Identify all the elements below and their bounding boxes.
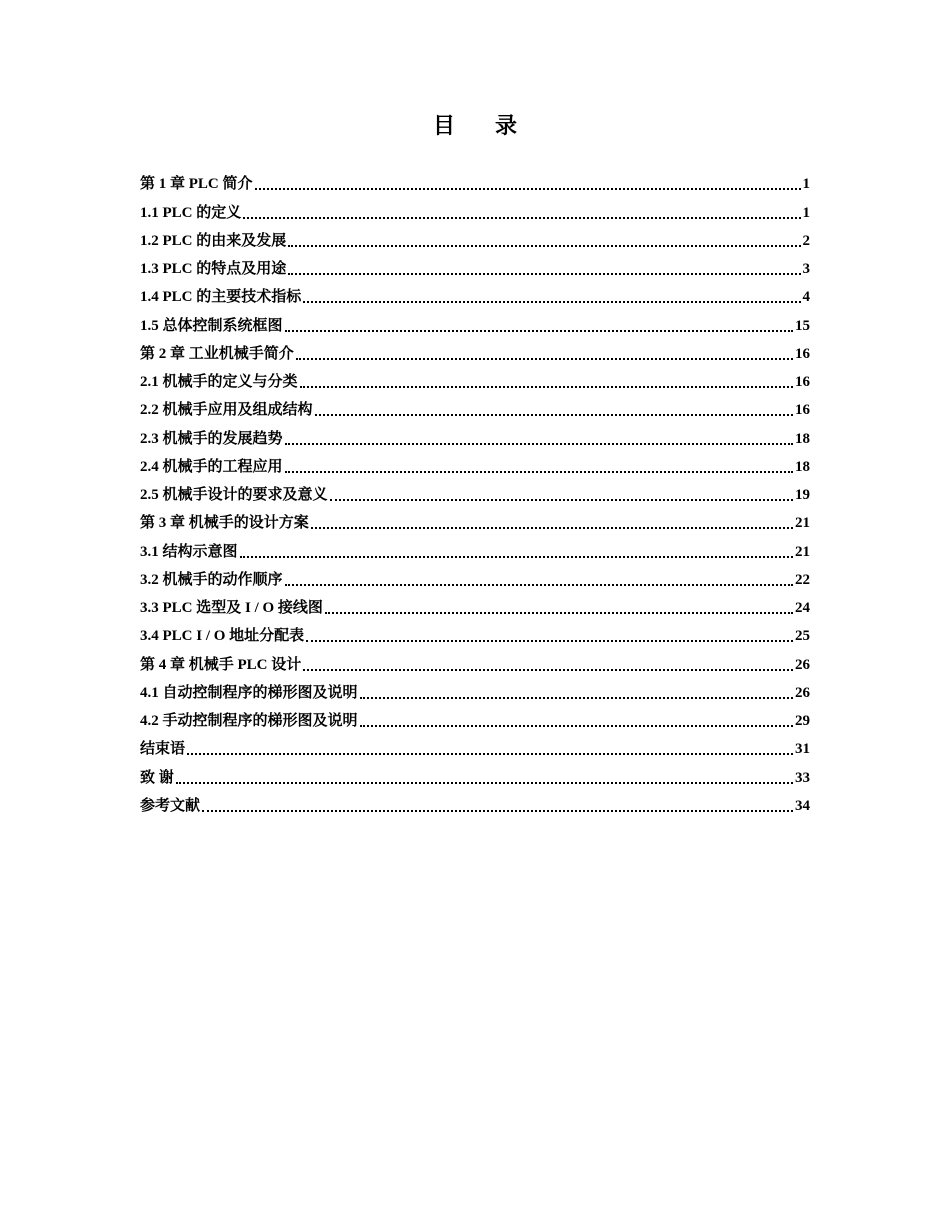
toc-entry-label: 3.1 结构示意图 bbox=[140, 543, 238, 560]
table-of-contents bbox=[140, 170, 810, 820]
toc-entry-page-number: 3 bbox=[802, 261, 810, 277]
toc-entry-label: 致 谢 bbox=[140, 769, 174, 786]
toc-entry[interactable] bbox=[140, 763, 810, 791]
toc-entry-label: 3.3 PLC 选型及 I / O 接线图 bbox=[140, 600, 323, 616]
toc-entry[interactable] bbox=[140, 792, 810, 820]
toc-entry-label: 2.5 机械手设计的要求及意义 bbox=[140, 487, 328, 503]
toc-entry-label: 1.5 总体控制系统框图 bbox=[140, 317, 283, 334]
toc-entry-label: 4.2 手动控制程序的梯形图及说明 bbox=[140, 713, 358, 729]
page-title bbox=[0, 108, 950, 146]
toc-entry-page-number: 16 bbox=[795, 402, 810, 419]
toc-entry-label: 第 1 章 PLC 简介 bbox=[140, 176, 253, 193]
toc-entry-label: 1.4 PLC 的主要技术指标 bbox=[140, 289, 302, 306]
toc-dot-leader bbox=[360, 696, 793, 699]
toc-entry[interactable] bbox=[140, 255, 810, 283]
toc-dot-leader bbox=[315, 413, 793, 416]
toc-entry[interactable] bbox=[140, 198, 810, 226]
toc-dot-leader bbox=[240, 555, 793, 558]
toc-entry-label: 2.4 机械手的工程应用 bbox=[140, 458, 283, 475]
toc-entry-page-number: 1 bbox=[802, 204, 810, 221]
toc-entry-label: 参考文献 bbox=[140, 797, 201, 814]
toc-entry-page-number: 25 bbox=[795, 628, 810, 645]
toc-entry-label: 1.3 PLC 的特点及用途 bbox=[140, 261, 287, 277]
toc-dot-leader bbox=[360, 724, 793, 727]
toc-dot-leader bbox=[285, 442, 793, 445]
page-title-char-2: 录 bbox=[495, 114, 518, 139]
toc-entry[interactable] bbox=[140, 537, 810, 565]
toc-entry[interactable] bbox=[140, 340, 810, 368]
toc-dot-leader bbox=[243, 216, 800, 219]
toc-entry-page-number: 22 bbox=[795, 571, 810, 588]
toc-entry-label: 1.1 PLC 的定义 bbox=[140, 204, 242, 221]
toc-entry[interactable] bbox=[140, 453, 810, 481]
toc-entry-label: 结束语 bbox=[140, 741, 186, 758]
toc-entry-label: 2.3 机械手的发展趋势 bbox=[140, 430, 283, 447]
toc-entry-label: 第 4 章 机械手 PLC 设计 bbox=[140, 656, 302, 673]
toc-entry[interactable] bbox=[140, 679, 810, 707]
toc-entry[interactable] bbox=[140, 283, 810, 311]
toc-entry-page-number: 31 bbox=[795, 741, 810, 758]
toc-entry-page-number: 26 bbox=[795, 656, 810, 673]
toc-dot-leader bbox=[303, 668, 793, 671]
toc-dot-leader bbox=[296, 357, 793, 360]
toc-entry-page-number: 33 bbox=[795, 769, 810, 786]
toc-entry[interactable] bbox=[140, 368, 810, 396]
toc-entry[interactable] bbox=[140, 622, 810, 650]
toc-entry[interactable] bbox=[140, 650, 810, 678]
toc-entry[interactable] bbox=[140, 735, 810, 763]
toc-entry-label: 4.1 自动控制程序的梯形图及说明 bbox=[140, 684, 358, 701]
toc-entry[interactable] bbox=[140, 509, 810, 537]
toc-entry-page-number: 15 bbox=[795, 317, 810, 334]
toc-dot-leader bbox=[288, 244, 800, 247]
toc-entry-page-number: 18 bbox=[795, 458, 810, 475]
toc-entry-label: 第 2 章 工业机械手简介 bbox=[140, 345, 294, 362]
toc-entry-label: 2.1 机械手的定义与分类 bbox=[140, 374, 298, 390]
toc-entry[interactable] bbox=[140, 707, 810, 735]
toc-entry-label: 3.4 PLC I / O 地址分配表 bbox=[140, 628, 305, 645]
toc-entry[interactable] bbox=[140, 481, 810, 509]
toc-entry-page-number: 4 bbox=[802, 289, 810, 306]
toc-entry-page-number: 21 bbox=[795, 543, 810, 560]
toc-dot-leader bbox=[187, 752, 793, 755]
toc-entry[interactable] bbox=[140, 566, 810, 594]
toc-entry[interactable] bbox=[140, 396, 810, 424]
toc-dot-leader bbox=[285, 470, 793, 473]
toc-entry-page-number: 16 bbox=[795, 345, 810, 362]
toc-dot-leader bbox=[303, 300, 800, 303]
toc-entry[interactable] bbox=[140, 424, 810, 452]
toc-entry-page-number: 2 bbox=[802, 232, 810, 249]
toc-entry-page-number: 19 bbox=[795, 487, 810, 503]
toc-entry-label: 2.2 机械手应用及组成结构 bbox=[140, 402, 313, 419]
toc-entry[interactable] bbox=[140, 170, 810, 198]
toc-entry-label: 1.2 PLC 的由来及发展 bbox=[140, 232, 287, 249]
page-title-char-1: 目 bbox=[432, 114, 455, 139]
toc-entry-page-number: 29 bbox=[795, 713, 810, 729]
toc-dot-leader bbox=[311, 526, 793, 529]
toc-dot-leader bbox=[300, 385, 793, 388]
toc-entry-page-number: 21 bbox=[795, 515, 810, 532]
toc-entry-page-number: 1 bbox=[802, 176, 810, 193]
toc-entry-page-number: 18 bbox=[795, 430, 810, 447]
toc-dot-leader bbox=[330, 498, 793, 501]
toc-dot-leader bbox=[255, 187, 801, 190]
toc-dot-leader bbox=[288, 272, 800, 275]
toc-dot-leader bbox=[285, 583, 793, 586]
toc-entry-page-number: 16 bbox=[795, 374, 810, 390]
toc-dot-leader bbox=[306, 639, 793, 642]
toc-dot-leader bbox=[202, 809, 793, 812]
toc-dot-leader bbox=[325, 611, 793, 614]
toc-entry[interactable] bbox=[140, 227, 810, 255]
toc-entry-page-number: 34 bbox=[795, 797, 810, 814]
toc-entry-label: 3.2 机械手的动作顺序 bbox=[140, 571, 283, 588]
toc-entry-page-number: 24 bbox=[795, 600, 810, 616]
toc-dot-leader bbox=[176, 781, 793, 784]
toc-dot-leader bbox=[285, 329, 793, 332]
toc-entry[interactable] bbox=[140, 594, 810, 622]
toc-entry-page-number: 26 bbox=[795, 684, 810, 701]
toc-entry[interactable] bbox=[140, 311, 810, 339]
toc-entry-label: 第 3 章 机械手的设计方案 bbox=[140, 515, 309, 532]
